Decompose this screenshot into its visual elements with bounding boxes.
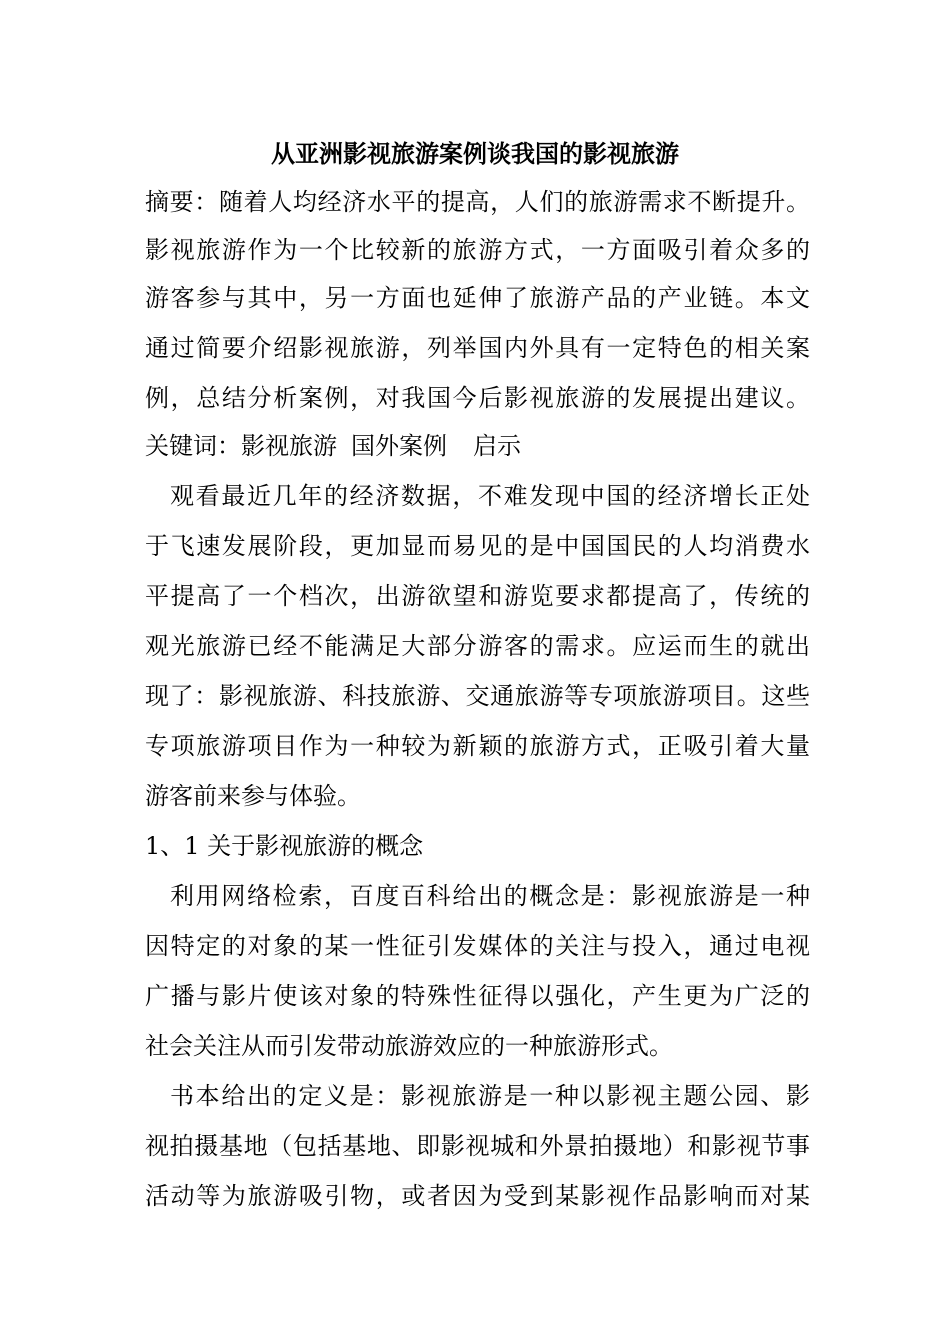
paragraph-line: 书本给出的定义是：影视旅游是一种以影视主题公园、影: [170, 1082, 810, 1110]
paragraph-line: 广播与影片使该对象的特殊性征得以强化，产生更为广泛的: [145, 982, 810, 1010]
paragraph-line: 视拍摄基地（包括基地、即影视城和外景拍摄地）和影视节事: [145, 1132, 810, 1160]
abstract-line: 通过简要介绍影视旅游，列举国内外具有一定特色的相关案: [145, 334, 810, 362]
keyword-item: 影视旅游: [241, 432, 337, 460]
abstract-line: 游客参与其中，另一方面也延伸了旅游产品的产业链。本文: [145, 284, 810, 312]
paragraph-line: 活动等为旅游吸引物，或者因为受到某影视作品影响而对某: [145, 1182, 810, 1210]
paragraph-line: 现了：影视旅游、科技旅游、交通旅游等专项旅游项目。这些: [145, 682, 810, 710]
keywords-line: [145, 422, 521, 470]
paragraph-line: 平提高了一个档次，出游欲望和游览要求都提高了，传统的: [145, 582, 810, 610]
keyword-item: 国外案例: [351, 432, 447, 460]
paragraph-line: 社会关注从而引发带动旅游效应的一种旅游形式。: [145, 1032, 673, 1060]
abstract-line: 摘要：随着人均经济水平的提高，人们的旅游需求不断提升。: [145, 188, 810, 216]
abstract-line: 影视旅游作为一个比较新的旅游方式，一方面吸引着众多的: [145, 236, 810, 264]
abstract-line: 例，总结分析案例，对我国今后影视旅游的发展提出建议。: [145, 384, 810, 412]
document-title: 从亚洲影视旅游案例谈我国的影视旅游: [271, 139, 679, 168]
paragraph-line: 游客前来参与体验。: [145, 782, 361, 810]
paragraph-line: 观看最近几年的经济数据，不难发现中国的经济增长正处: [170, 482, 810, 510]
paragraph-line: 观光旅游已经不能满足大部分游客的需求。应运而生的就出: [145, 632, 810, 660]
paragraph-line: 因特定的对象的某一性征引发媒体的关注与投入，通过电视: [145, 932, 810, 960]
paragraph-line: 利用网络检索，百度百科给出的概念是：影视旅游是一种: [170, 882, 810, 910]
section-heading: 1、1 关于影视旅游的概念: [145, 832, 424, 860]
keywords-label: 关键词：: [145, 432, 241, 460]
paragraph-line: 专项旅游项目作为一种较为新颖的旅游方式，正吸引着大量: [145, 732, 810, 760]
keyword-item: 启示: [473, 432, 521, 460]
paragraph-line: 于飞速发展阶段，更加显而易见的是中国国民的人均消费水: [145, 532, 810, 560]
